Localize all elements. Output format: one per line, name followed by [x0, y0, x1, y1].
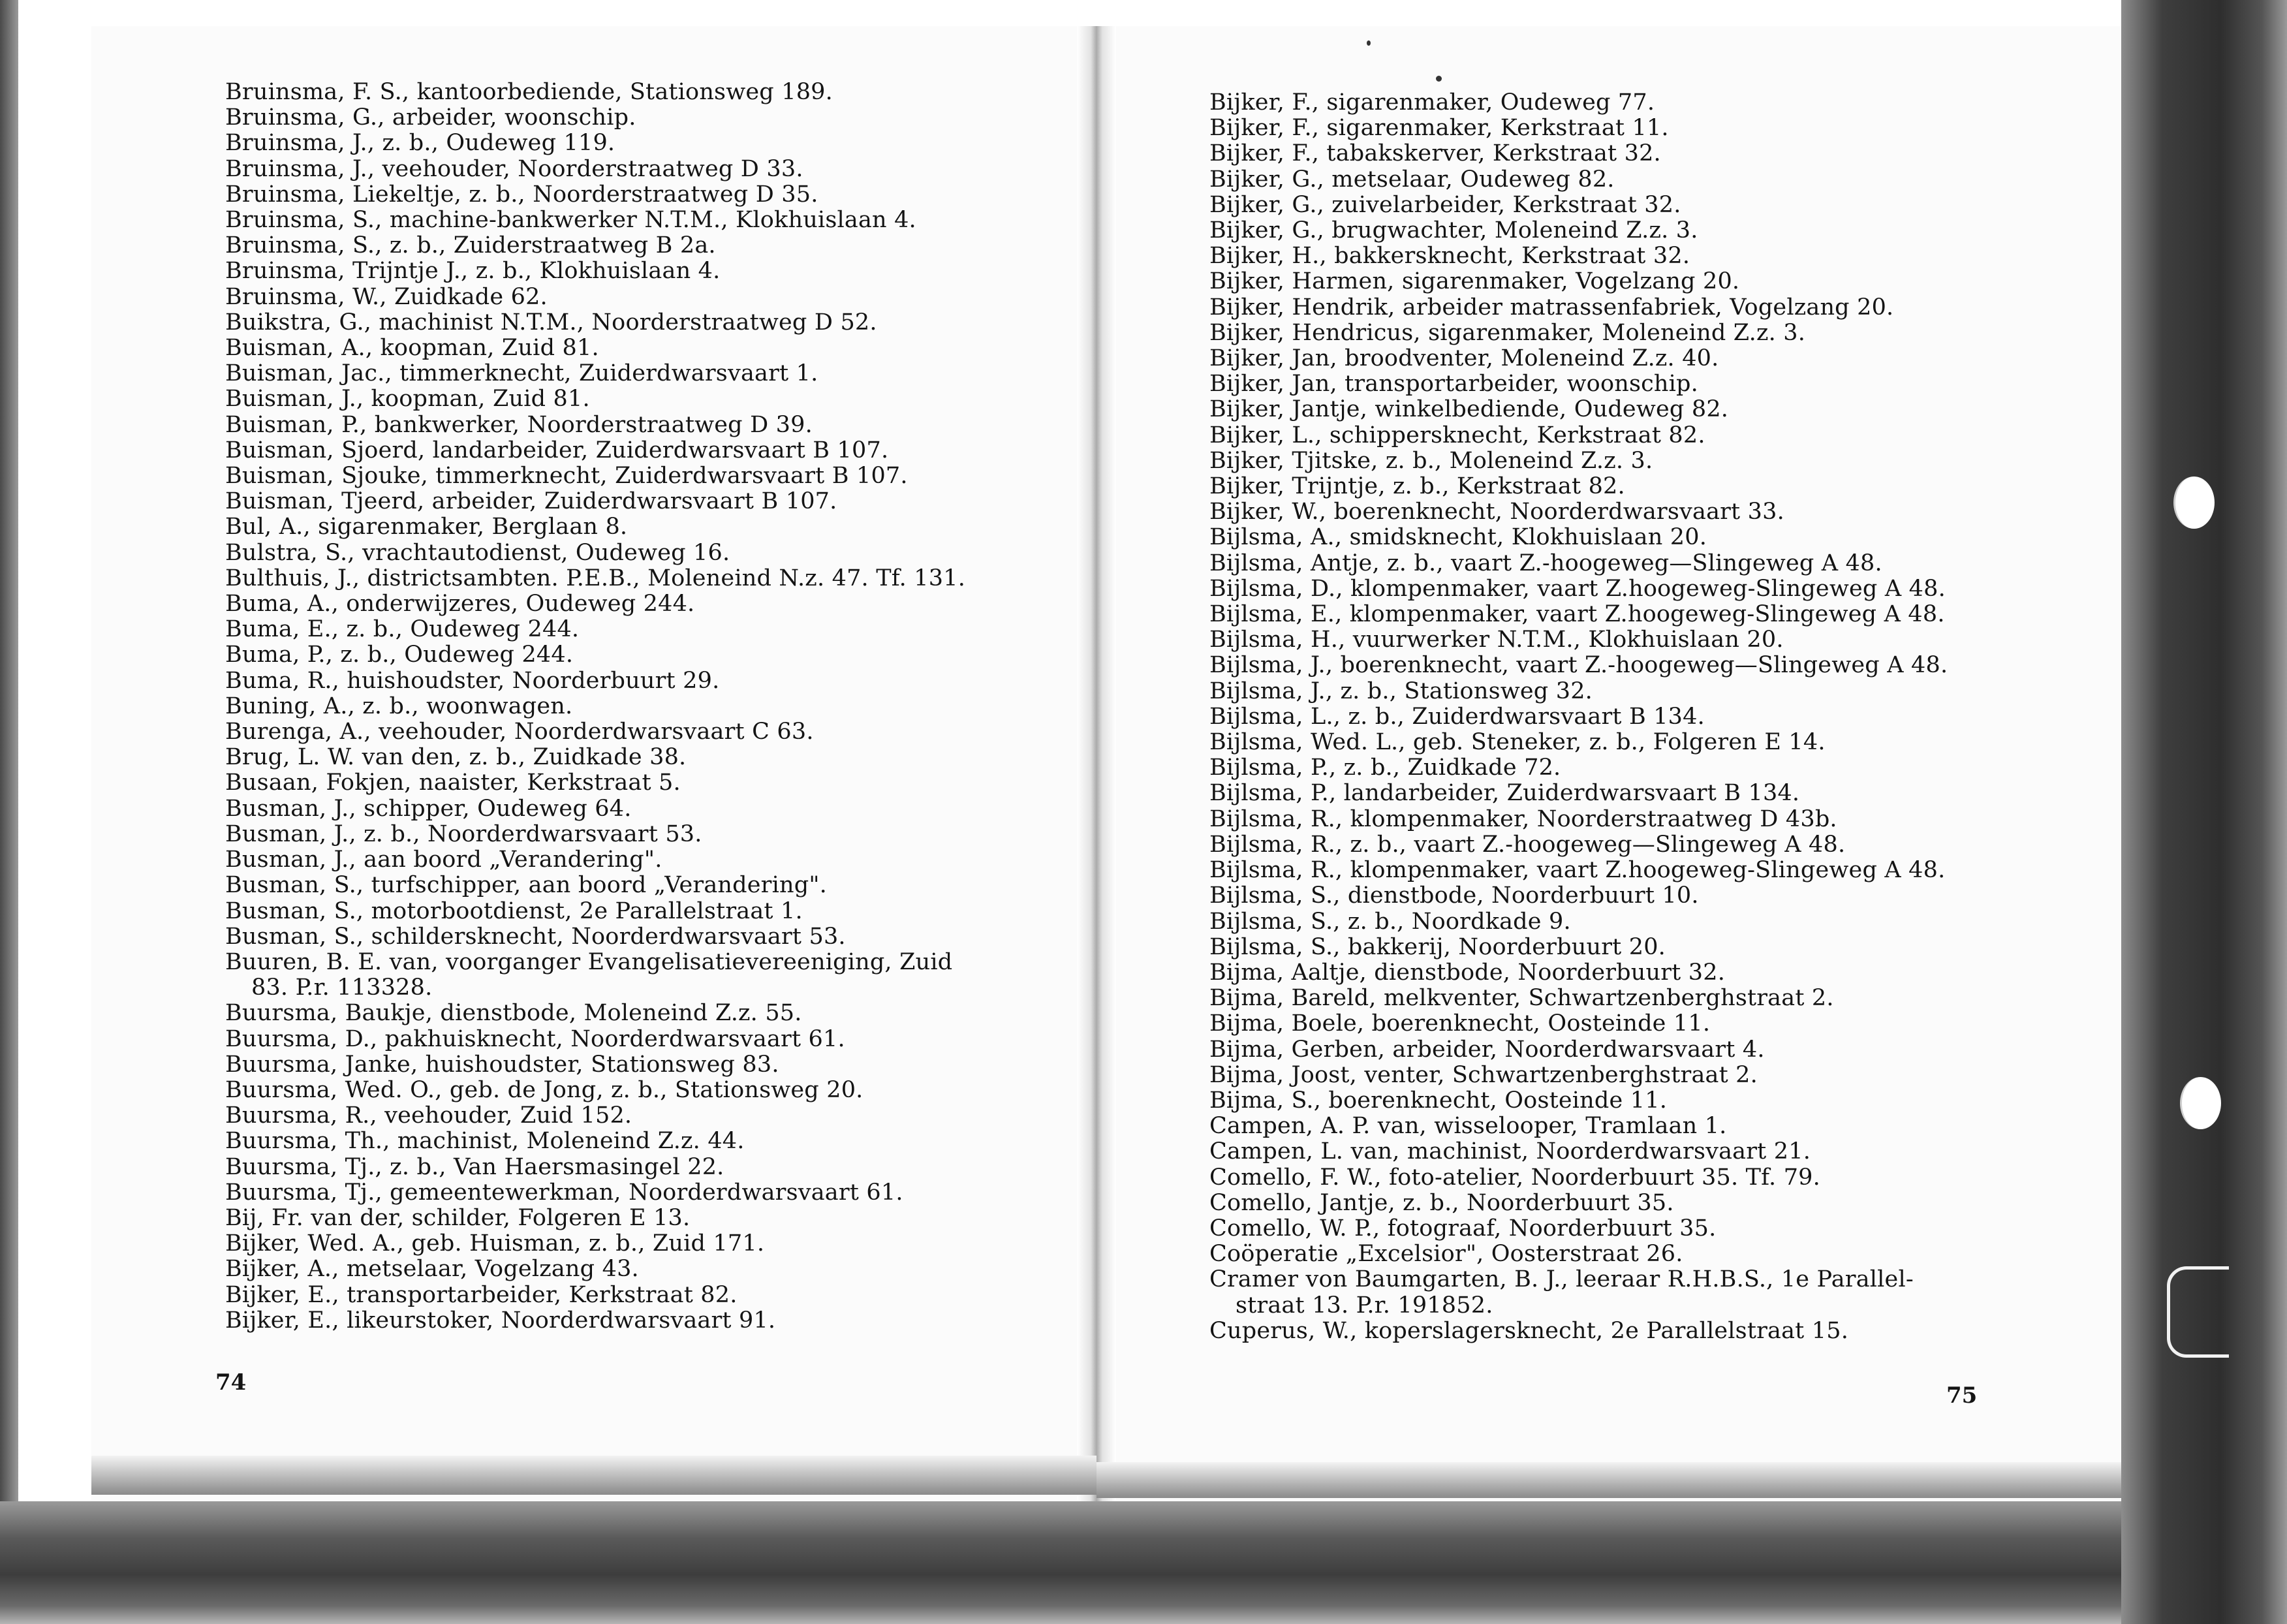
directory-entry: Bruinsma, Trijntje J., z. b., Klokhuislaan 4.: [225, 258, 721, 285]
directory-entry: Bijma, Aaltje, dienstbode, Noorderbuurt 32.: [1209, 959, 1726, 986]
directory-entry: Buikstra, G., machinist N.T.M., Noorderstraatweg D 52.: [225, 309, 877, 336]
directory-entry: Buursma, Tj., z. b., Van Haersmasingel 22.: [225, 1153, 724, 1180]
directory-entry: Bijker, Jantje, winkelbediende, Oudeweg 82.: [1209, 396, 1729, 423]
page-number-right: 75: [1946, 1382, 1978, 1409]
punch-hole: [2173, 476, 2215, 529]
entry-line: Buuren, B. E. van, voorganger Evangelisatievereeniging, Zuid: [225, 948, 953, 975]
directory-entry: Cuperus, W., koperslagersknecht, 2e Parallelstraat 15.: [1209, 1317, 1849, 1344]
directory-entry: Busman, S., turfschipper, aan boord „Verandering".: [225, 872, 827, 899]
directory-entry-wrapped: [1209, 1267, 1993, 1318]
page-number-left: 74: [215, 1369, 247, 1396]
entry-continuation: 83. P.r. 113328.: [251, 975, 433, 1001]
directory-entry: Bijker, Hendricus, sigarenmaker, Moleneind Z.z. 3.: [1209, 319, 1806, 346]
directory-entry: Bijlsma, R., klompenmaker, Noorderstraatweg D 43b.: [1209, 805, 1837, 832]
scan-edge-bottom: [0, 1501, 2287, 1624]
directory-entry: Bijlsma, A., smidsknecht, Klokhuislaan 20.: [1209, 524, 1707, 551]
directory-entry: Bijker, F., sigarenmaker, Oudeweg 77.: [1209, 89, 1655, 116]
directory-entry: Bruinsma, J., z. b., Oudeweg 119.: [225, 130, 615, 157]
directory-entry: Buma, R., huishoudster, Noorderbuurt 29.: [225, 667, 720, 694]
directory-entry: Bruinsma, G., arbeider, woonschip.: [225, 104, 636, 131]
entry-line: Cramer von Baumgarten, B. J., leeraar R.H.B.S., 1e Parallel-: [1209, 1266, 1914, 1293]
directory-entry: Bijker, G., metselaar, Oudeweg 82.: [1209, 166, 1615, 193]
directory-entry: Buisman, Sjouke, timmerknecht, Zuiderdwarsvaart B 107.: [225, 463, 908, 490]
directory-entry: Bijker, E., transportarbeider, Kerkstraat 82.: [225, 1281, 738, 1308]
directory-entry: Comello, Jantje, z. b., Noorderbuurt 35.: [1209, 1189, 1674, 1216]
directory-entry: Bijlsma, S., bakkerij, Noorderbuurt 20.: [1209, 933, 1666, 960]
directory-entry: Buisman, A., koopman, Zuid 81.: [225, 335, 599, 362]
directory-entry: Bijker, F., tabakskerver, Kerkstraat 32.: [1209, 140, 1661, 167]
directory-entry: Bijlsma, R., klompenmaker, vaart Z.hoogeweg-Slingeweg A 48.: [1209, 857, 1946, 884]
directory-entry: Bijker, G., zuivelarbeider, Kerkstraat 32.: [1209, 191, 1681, 218]
directory-entry: Bijker, Jan, broodventer, Moleneind Z.z. 40.: [1209, 345, 1719, 372]
directory-entry: Busman, J., aan boord „Verandering".: [225, 847, 662, 873]
directory-entry: Bijker, F., sigarenmaker, Kerkstraat 11.: [1209, 115, 1669, 142]
directory-entry: Buisman, J., koopman, Zuid 81.: [225, 386, 590, 413]
directory-entry: Bijlsma, Antje, z. b., vaart Z.-hoogeweg—Slingeweg A 48.: [1209, 550, 1882, 576]
dust-speck: [1367, 40, 1371, 46]
directory-entry: Buisman, Sjoerd, landarbeider, Zuiderdwarsvaart B 107.: [225, 437, 889, 463]
punch-hole: [2180, 1077, 2221, 1129]
directory-entry: Bulstra, S., vrachtautodienst, Oudeweg 16.: [225, 539, 730, 566]
directory-entry: Bijker, Jan, transportarbeider, woonschip.: [1209, 371, 1698, 398]
directory-entry: Buma, E., z. b., Oudeweg 244.: [225, 616, 580, 643]
directory-entry: Bijma, Boele, boerenknecht, Oosteinde 11.: [1209, 1010, 1711, 1037]
directory-entry: Bijlsma, S., z. b., Noordkade 9.: [1209, 908, 1571, 935]
entry-continuation: straat 13. P.r. 191852.: [1236, 1292, 1493, 1319]
directory-entry: Bijker, Tjitske, z. b., Moleneind Z.z. 3.: [1209, 447, 1653, 474]
directory-entry: Buursma, Janke, huishoudster, Stationsweg 83.: [225, 1051, 779, 1078]
directory-entry: Bijlsma, P., landarbeider, Zuiderdwarsvaart B 134.: [1209, 780, 1800, 807]
directory-entry: Bijlsma, S., dienstbode, Noorderbuurt 10.: [1209, 882, 1699, 909]
directory-entry: Buma, P., z. b., Oudeweg 244.: [225, 642, 574, 668]
directory-entry: Buisman, P., bankwerker, Noorderstraatweg D 39.: [225, 411, 813, 438]
directory-entry: Buisman, Tjeerd, arbeider, Zuiderdwarsvaart B 107.: [225, 488, 837, 515]
directory-entry: Bruinsma, W., Zuidkade 62.: [225, 283, 548, 310]
directory-entry: Bul, A., sigarenmaker, Berglaan 8.: [225, 514, 628, 540]
dust-speck: [1436, 76, 1442, 82]
directory-entry: Busman, S., motorbootdienst, 2e Parallelstraat 1.: [225, 898, 803, 924]
right-page-entries: [1209, 90, 1993, 1344]
scan-edge-right: [2121, 0, 2287, 1624]
directory-entry: Busaan, Fokjen, naaister, Kerkstraat 5.: [225, 770, 681, 796]
directory-entry: Buursma, R., veehouder, Zuid 152.: [225, 1102, 632, 1129]
binder-clip-mark: [2167, 1266, 2229, 1358]
directory-entry: Comello, W. P., fotograaf, Noorderbuurt 35.: [1209, 1215, 1717, 1241]
directory-entry: Bijker, W., boerenknecht, Noorderdwarsvaart 33.: [1209, 499, 1784, 525]
directory-entry: Campen, A. P. van, wisselooper, Tramlaan 1.: [1209, 1113, 1727, 1140]
directory-entry: Bijlsma, Wed. L., geb. Steneker, z. b., Folgeren E 14.: [1209, 729, 1826, 756]
directory-entry: Bijlsma, R., z. b., vaart Z.-hoogeweg—Slingeweg A 48.: [1209, 831, 1846, 858]
directory-entry: Bulthuis, J., districtsambten. P.E.B., Moleneind N.z. 47. Tf. 131.: [225, 565, 966, 591]
directory-entry-wrapped: [225, 950, 1008, 1001]
directory-entry: Bruinsma, S., machine-bankwerker N.T.M., Klokhuislaan 4.: [225, 207, 916, 234]
directory-entry: Bij, Fr. van der, schilder, Folgeren E 13.: [225, 1204, 691, 1231]
directory-entry: Busman, J., schipper, Oudeweg 64.: [225, 795, 632, 822]
directory-entry: Buursma, D., pakhuisknecht, Noorderdwarsvaart 61.: [225, 1025, 845, 1052]
directory-entry: Bijker, G., brugwachter, Moleneind Z.z. 3.: [1209, 217, 1698, 244]
directory-entry: Bijker, Trijntje, z. b., Kerkstraat 82.: [1209, 473, 1625, 500]
directory-entry: Buursma, Tj., gemeentewerkman, Noorderdwarsvaart 61.: [225, 1179, 903, 1206]
directory-entry: Buursma, Baukje, dienstbode, Moleneind Z.z. 55.: [225, 1000, 802, 1027]
directory-entry: Buning, A., z. b., woonwagen.: [225, 693, 573, 719]
directory-entry: Bruinsma, Liekeltje, z. b., Noorderstraatweg D 35.: [225, 181, 818, 208]
directory-entry: Brug, L. W. van den, z. b., Zuidkade 38.: [225, 744, 687, 771]
directory-entry: Bijker, L., schippersknecht, Kerkstraat 82.: [1209, 422, 1705, 448]
left-page-entries: [225, 80, 1008, 1334]
directory-entry: Burenga, A., veehouder, Noorderdwarsvaart C 63.: [225, 719, 814, 745]
directory-entry: Buursma, Th., machinist, Moleneind Z.z. 44.: [225, 1128, 745, 1155]
directory-entry: Campen, L. van, machinist, Noorderdwarsvaart 21.: [1209, 1138, 1811, 1165]
directory-entry: Bijlsma, J., boerenknecht, vaart Z.-hoogeweg—Slingeweg A 48.: [1209, 652, 1948, 679]
directory-entry: Comello, F. W., foto-atelier, Noorderbuurt 35. Tf. 79.: [1209, 1164, 1820, 1191]
directory-entry: Bijker, A., metselaar, Vogelzang 43.: [225, 1256, 639, 1283]
scan-edge-left: [0, 0, 18, 1624]
directory-entry: Bijker, Wed. A., geb. Huisman, z. b., Zuid 171.: [225, 1230, 765, 1257]
directory-entry: Bijlsma, E., klompenmaker, vaart Z.hoogeweg-Slingeweg A 48.: [1209, 601, 1945, 628]
directory-entry: Bruinsma, F. S., kantoorbediende, Stationsweg 189.: [225, 79, 833, 105]
directory-entry: Bijlsma, D., klompenmaker, vaart Z.hoogeweg-Slingeweg A 48.: [1209, 575, 1946, 602]
directory-entry: Bijma, Joost, venter, Schwartzenberghstraat 2.: [1209, 1061, 1758, 1088]
directory-entry: Busman, S., schildersknecht, Noorderdwarsvaart 53.: [225, 923, 846, 950]
directory-entry: Bruinsma, J., veehouder, Noorderstraatweg D 33.: [225, 155, 803, 182]
directory-entry: Bijlsma, P., z. b., Zuidkade 72.: [1209, 755, 1561, 781]
directory-entry: Bruinsma, S., z. b., Zuiderstraatweg B 2a.: [225, 232, 716, 259]
directory-entry: Busman, J., z. b., Noorderdwarsvaart 53.: [225, 820, 702, 847]
directory-entry: Bijlsma, J., z. b., Stationsweg 32.: [1209, 678, 1593, 704]
directory-entry: Buisman, Jac., timmerknecht, Zuiderdwarsvaart 1.: [225, 360, 818, 387]
book-gutter: [1077, 26, 1116, 1527]
directory-entry: Coöperatie „Excelsior", Oosterstraat 26.: [1209, 1241, 1683, 1268]
directory-entry: Bijma, Gerben, arbeider, Noorderdwarsvaart 4.: [1209, 1036, 1765, 1063]
directory-entry: Bijker, Hendrik, arbeider matrassenfabriek, Vogelzang 20.: [1209, 294, 1894, 320]
directory-entry: Bijker, E., likeurstoker, Noorderdwarsvaart 91.: [225, 1307, 776, 1334]
directory-entry: Bijma, Bareld, melkventer, Schwartzenberghstraat 2.: [1209, 985, 1834, 1012]
directory-entry: Bijker, Harmen, sigarenmaker, Vogelzang 20.: [1209, 268, 1740, 295]
directory-entry: Bijker, H., bakkersknecht, Kerkstraat 32.: [1209, 243, 1690, 270]
directory-entry: Bijlsma, L., z. b., Zuiderdwarsvaart B 134.: [1209, 703, 1705, 730]
directory-entry: Bijma, S., boerenknecht, Oosteinde 11.: [1209, 1087, 1668, 1114]
right-page-edge: [1097, 1462, 2121, 1498]
directory-entry: Bijlsma, H., vuurwerker N.T.M., Klokhuislaan 20.: [1209, 627, 1784, 653]
directory-entry: Buursma, Wed. O., geb. de Jong, z. b., Stationsweg 20.: [225, 1076, 863, 1103]
left-page-edge: [91, 1456, 1097, 1495]
directory-entry: Buma, A., onderwijzeres, Oudeweg 244.: [225, 591, 695, 617]
